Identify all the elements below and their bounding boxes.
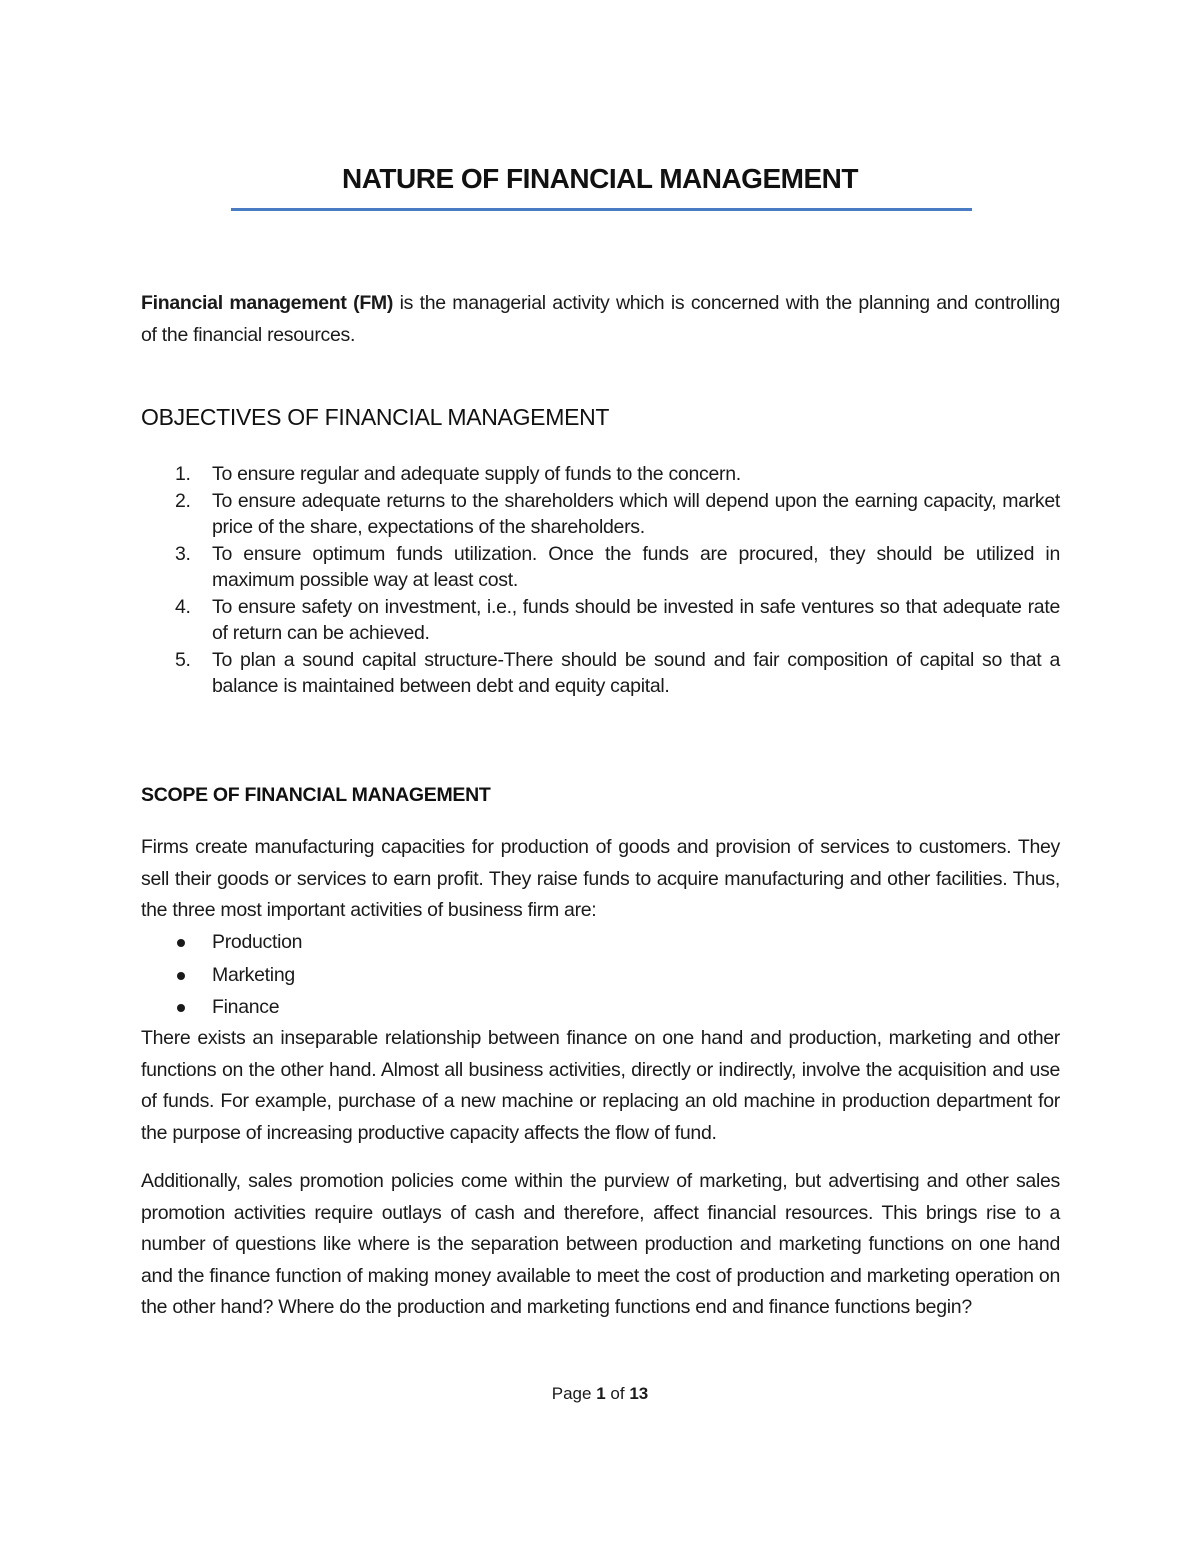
objective-item bbox=[141, 461, 1060, 488]
objective-text: To ensure adequate returns to the shareholders which will depend upon the earning capacity, market price of the share, expectations of the shareholders. bbox=[212, 489, 1060, 538]
activity-item bbox=[141, 959, 302, 992]
activity-label: Finance bbox=[212, 996, 280, 1018]
footer-of-label: of bbox=[610, 1384, 625, 1403]
objective-text: To ensure optimum funds utilization. Once the funds are procured, they should be utilized in maximum possible way at least cost. bbox=[212, 542, 1060, 591]
objective-text: To plan a sound capital structure-There should be sound and fair composition of capital so that a balance is maintained between debt and equity capital. bbox=[212, 648, 1060, 697]
scope-paragraph-3: Additionally, sales promotion policies come within the purview of marketing, but advertising and other sales promotion activities require outlays of cash and therefore, affect financial resources. This brings rise to a number of questions like where is the separation between production and marketing functions on one hand and the finance function of making money available to meet the cost of production and marketing operation on the other hand? Where do the production and marketing functions end and finance functions begin? bbox=[141, 1170, 1060, 1318]
page-footer bbox=[0, 1384, 1200, 1404]
footer-current-page: 1 bbox=[596, 1384, 606, 1403]
objective-number: 5. bbox=[175, 648, 191, 671]
activity-label: Production bbox=[212, 931, 303, 953]
document-title: NATURE OF FINANCIAL MANAGEMENT bbox=[342, 163, 858, 194]
intro-paragraph bbox=[141, 288, 1060, 351]
objective-text: To ensure safety on investment, i.e., funds should be invested in safe ventures so that adequate rate of return can be achieved. bbox=[212, 595, 1060, 644]
objective-number: 4. bbox=[175, 595, 191, 618]
activity-label: Marketing bbox=[212, 963, 295, 986]
scope-heading: SCOPE OF FINANCIAL MANAGEMENT bbox=[141, 784, 491, 806]
activities-list bbox=[141, 926, 302, 1024]
bullet-icon bbox=[177, 972, 185, 980]
activity-item bbox=[141, 991, 302, 1024]
footer-page-label: Page bbox=[551, 1384, 592, 1403]
footer-total-pages: 13 bbox=[629, 1384, 649, 1403]
bullet-icon bbox=[177, 939, 185, 947]
objectives-heading: OBJECTIVES OF FINANCIAL MANAGEMENT bbox=[141, 404, 610, 430]
objective-number: 3. bbox=[175, 542, 191, 565]
bullet-icon bbox=[177, 1004, 185, 1012]
intro-term: Financial management (FM) bbox=[141, 292, 394, 314]
scope-paragraph-2: There exists an inseparable relationship between finance on one hand and production, marketing and other functions on the other hand. Almost all business activities, directly or indirectly, involve the acquisition and use of funds. For example, purchase of a new machine or replacing an old machine in production department for the purpose of increasing productive capacity affects the flow of fund. bbox=[141, 1027, 1060, 1144]
objective-item bbox=[141, 488, 1060, 541]
objective-text: To ensure regular and adequate supply of funds to the concern. bbox=[212, 463, 741, 485]
objective-number: 2. bbox=[175, 489, 191, 512]
objective-item bbox=[141, 541, 1060, 594]
title-underline bbox=[231, 208, 972, 211]
objective-number: 1. bbox=[175, 463, 191, 485]
intro-text: is the managerial activity which is concerned with the planning and controlling of the financial resources. bbox=[141, 292, 1060, 346]
activity-item bbox=[141, 926, 302, 959]
objectives-list bbox=[141, 461, 1060, 700]
objective-item bbox=[141, 647, 1060, 700]
objective-item bbox=[141, 594, 1060, 647]
scope-paragraph-1: Firms create manufacturing capacities for production of goods and provision of services to customers. They sell their goods or services to earn profit. They raise funds to acquire manufacturing and other facilities. Thus, the three most important activities of business firm are: bbox=[141, 836, 1060, 921]
